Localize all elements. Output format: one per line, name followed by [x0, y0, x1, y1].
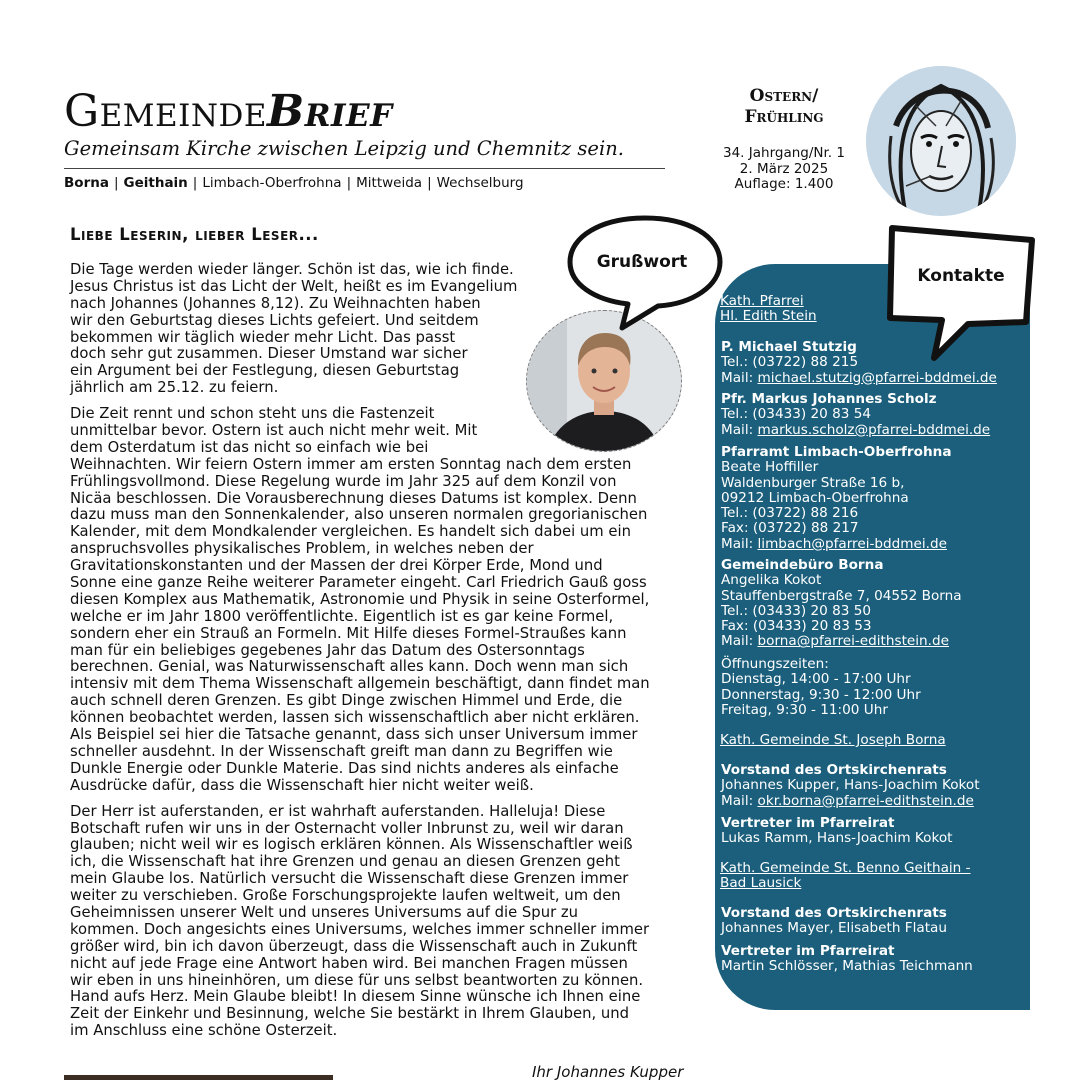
- contact-street: Waldenburger Straße 16 b,: [721, 474, 905, 491]
- contact-tel: Tel.: (03722) 88 216: [721, 505, 859, 522]
- article-line: Frühlingsvollmond. Diese Regelung wurde im Jahr 325 auf dem Konzil von: [70, 472, 617, 490]
- contact-tel: Tel.: (03433) 20 83 50: [721, 602, 872, 619]
- article-line: intensiv mit dem Thema Wissenschaft allgemein beschäftigt, dann findet man: [70, 675, 650, 693]
- contact-tel: Tel.: (03722) 88 215: [721, 354, 859, 371]
- parish-name: Limbach-Oberfrohna: [202, 175, 342, 191]
- article-line: Als Beispiel sei hier die Tatsache genannt, dass sich unser Universum immer: [70, 726, 638, 744]
- benno-link-line-1[interactable]: Kath. Gemeinde St. Benno Geithain -: [720, 860, 971, 876]
- contact-city: 09212 Limbach-Oberfrohna: [721, 489, 909, 506]
- parish-separator: |: [346, 175, 352, 191]
- parish-name: Mittweida: [356, 175, 423, 191]
- article-line: kommen. Doch angesichts eines Universums, welches immer schneller immer: [70, 920, 650, 938]
- article-line: auch schnell deren Grenzen. Es gibt Dinge zwischen Himmel und Erde, die: [70, 692, 623, 710]
- article-line: ich, die Wissenschaft hat ihre Grenzen und genau an diesen Grenzen geht: [70, 853, 620, 871]
- mail-label: Mail:: [721, 369, 758, 386]
- borna-council: [721, 816, 953, 847]
- contact-fax: Fax: (03722) 88 217: [721, 520, 859, 537]
- article-line: mein Glaube los. Natürlich versucht die Wissenschaft diese Grenzen immer: [70, 870, 629, 888]
- article-line: ein Argument bei der Festlegung, diesen Geburtstag: [70, 362, 460, 380]
- issue-season: [712, 86, 856, 128]
- article-line: dazu muss man den Sonnenkalender, also unseren normalen gregorianischen: [70, 506, 648, 524]
- article-line: nach Johannes (Johannes 8,12). Zu Weihnachten haben: [70, 294, 481, 312]
- mail-label: Mail:: [721, 421, 758, 438]
- article-line: anspruchsvolles physikalisches Problem, in welches neben der: [70, 540, 534, 558]
- article-line: Dunkle Energie oder Dunkle Materie. Das sind nichts anderes als einfache: [70, 759, 619, 777]
- joseph-link-text[interactable]: Kath. Gemeinde St. Joseph Borna: [720, 732, 946, 748]
- geithain-board: [721, 906, 947, 937]
- contact-name: P. Michael Stutzig: [721, 339, 857, 355]
- council-names: Lukas Ramm, Hans-Joachim Kokot: [721, 830, 953, 847]
- issue-volume: 34. Jahrgang/Nr. 1: [723, 145, 845, 161]
- article-line: bekommen wir täglich wieder mehr Licht. Das passt: [70, 328, 456, 346]
- article-line: unmittelbar bevor. Ostern ist auch nicht mehr weit. Mit: [70, 422, 478, 440]
- article-line: man für ein beliebiges gegebenes Jahr das Datum des Ostersonntags: [70, 641, 585, 659]
- article-line: sondern eher ein Strauß an Formeln. Mit Hilfe dieses Formel-Straußes kann: [70, 624, 627, 642]
- parish-name: Geithain: [123, 175, 188, 191]
- hours-friday: Freitag, 9:30 - 11:00 Uhr: [721, 701, 888, 718]
- board-names: Johannes Kupper, Hans-Joachim Kokot: [721, 777, 980, 794]
- pfarrei-link[interactable]: [720, 294, 880, 325]
- contact-name: Pfarramt Limbach-Oberfrohna: [721, 444, 952, 460]
- joseph-link[interactable]: [720, 733, 1018, 748]
- issue-meta: [712, 146, 856, 193]
- article-line: doch sehr gut zusammen. Dieser Umstand war sicher: [70, 345, 468, 363]
- article-line: nicht auf jede Frage eine Antwort haben wird. Bei manchen Fragen müssen: [70, 954, 628, 972]
- article-line: können beobachtet werden, lassen sich wissenschaftlich aber nicht erklären.: [70, 709, 640, 727]
- title-part-brief: Brief: [267, 86, 393, 137]
- article-line: glauben; nicht weil wir es logisch erklären können. Als Wissenschaftler weiß: [70, 836, 633, 854]
- parish-list: [64, 175, 524, 191]
- article-line: im Anschluss eine schöne Osterzeit.: [70, 1022, 338, 1040]
- newsletter-title: [64, 86, 393, 138]
- council-title: Vertreter im Pfarreirat: [721, 815, 895, 831]
- article-line: Die Tage werden wieder länger. Schön ist das, wie ich finde.: [70, 261, 514, 278]
- article-line: Jesus Christus ist das Licht der Welt, heißt es im Evangelium: [70, 277, 518, 295]
- article-line: Weihnachten. Wir feiern Ostern immer am ersten Sonntag nach dem ersten: [70, 455, 632, 473]
- contact-borna-office: [721, 558, 962, 650]
- mail-link[interactable]: limbach@pfarrei-bddmei.de: [757, 535, 947, 552]
- hours-label: Öffnungszeiten:: [721, 656, 829, 672]
- article-line: berechnen. Genial, was Naturwissenschaft alles kann. Doch wenn man sich: [70, 658, 629, 676]
- article-line: jährlich am 25.12. zu feiern.: [70, 379, 279, 397]
- article-line: Der Herr ist auferstanden, er ist wahrhaft auferstanden. Halleluja! Diese: [70, 802, 606, 820]
- newsletter-subtitle: Gemeinsam Kirche zwischen Leipzig und Chemnitz sein.: [64, 137, 624, 160]
- bottom-photo-edge: [64, 1075, 333, 1080]
- borna-board: [721, 763, 980, 809]
- issue-circulation: Auflage: 1.400: [734, 176, 834, 192]
- article-line: Zeit der Einkehr und Besinnung, welche Sie bestärkt in Ihrem Glauben, und: [70, 1005, 630, 1023]
- parish-separator: |: [192, 175, 198, 191]
- contact-address: Stauffenbergstraße 7, 04552 Borna: [721, 587, 962, 604]
- contact-stutzig: [721, 340, 997, 386]
- article-line: Die Zeit rennt und schon steht uns die Fastenzeit: [70, 405, 435, 423]
- article-line: Botschaft rufen wir uns in der Osternacht voller Inbrunst zu, weil wir daran: [70, 819, 624, 837]
- article-line: wir den Geburtstag dieses Lichts gefeiert. Und seitdem: [70, 311, 479, 329]
- signature: Ihr Johannes Kupper: [532, 1063, 684, 1081]
- article-line: diesen Komplex aus Mathematik, Astronomie und Physik in seine Osterformel,: [70, 590, 650, 608]
- contact-fax: Fax: (03433) 20 83 53: [721, 618, 872, 635]
- mail-link[interactable]: borna@pfarrei-edithstein.de: [757, 633, 949, 650]
- sketch-portrait-image: [866, 66, 1016, 216]
- council-title: Vertreter im Pfarreirat: [721, 943, 895, 959]
- article-line: Gravitationskonstanten und der Massen der drei Körper Erde, Mond und: [70, 557, 603, 575]
- mail-link[interactable]: okr.borna@pfarrei-edithstein.de: [757, 792, 974, 809]
- article-line: Nicäa beschlossen. Die Vorausberechnung dieses Datums ist komplex. Denn: [70, 489, 637, 507]
- pfarrei-link-line-1[interactable]: Kath. Pfarrei: [720, 293, 804, 309]
- contact-limbach: [721, 445, 952, 552]
- contact-tel: Tel.: (03433) 20 83 54: [721, 406, 872, 423]
- benno-link[interactable]: [720, 861, 1018, 892]
- article-line: wir eben in uns hineinhören, um diese für uns selbst beantworten zu können.: [70, 971, 644, 989]
- season-line-1: Ostern/: [749, 86, 819, 106]
- kontakte-label: Kontakte: [917, 266, 1005, 286]
- council-names: Martin Schlösser, Mathias Teichmann: [721, 958, 973, 975]
- mail-label: Mail:: [721, 633, 758, 650]
- contact-name: Gemeindebüro Borna: [721, 557, 884, 573]
- pfarrei-link-line-2[interactable]: Hl. Edith Stein: [720, 308, 817, 325]
- grusswort-label: Grußwort: [596, 252, 688, 272]
- contact-name: Pfr. Markus Johannes Scholz: [721, 391, 937, 407]
- benno-link-line-2[interactable]: Bad Lausick: [720, 875, 802, 892]
- article-paragraph: [70, 406, 710, 794]
- geithain-council: [721, 944, 973, 975]
- article-line: größer wird, bin ich davon überzeugt, dass die Wissenschaft auch in Zukunft: [70, 937, 638, 955]
- parish-separator: |: [427, 175, 432, 191]
- board-names: Johannes Mayer, Elisabeth Flatau: [721, 920, 947, 937]
- season-line-2: Frühling: [744, 107, 824, 127]
- article-line: welche er im Jahr 1800 veröffentlichte. Eigentlich ist es gar keine Formel,: [70, 607, 614, 625]
- hours-tuesday: Dienstag, 14:00 - 17:00 Uhr: [721, 671, 911, 688]
- mail-link[interactable]: michael.stutzig@pfarrei-bddmei.de: [757, 369, 997, 386]
- contact-person: Beate Hoffiller: [721, 459, 819, 476]
- article-line: Geheimnissen unserer Welt und unseres Universums auf die Spur zu: [70, 903, 579, 921]
- article-line: schneller ausdehnt. In der Wissenschaft greift man dann zu Begriffen wie: [70, 742, 613, 760]
- mail-link[interactable]: markus.scholz@pfarrei-bddmei.de: [757, 421, 991, 438]
- parish-name: Wechselburg: [436, 175, 524, 191]
- contact-person: Angelika Kokot: [721, 572, 822, 589]
- mail-label: Mail:: [721, 535, 758, 552]
- article-line: weiter zu verschieben. Große Forschungsprojekte laufen weltweit, um den: [70, 887, 621, 905]
- parish-name: Borna: [64, 175, 109, 191]
- article-line: dem Osterdatum ist das nicht so einfach wie bei: [70, 438, 429, 456]
- article-paragraph: [70, 804, 710, 1040]
- article-line: Ausdrücke dafür, dass die Wissenschaft hier nicht weiter weiß.: [70, 776, 534, 794]
- title-part-gemeinde: Gemeinde: [64, 86, 268, 137]
- article-line: Hand aufs Herz. Mein Glaube bleibt! In diesem Sinne wünsche ich Ihnen eine: [70, 988, 641, 1006]
- article-heading: Liebe Leserin, lieber Leser...: [70, 225, 319, 244]
- board-title: Vorstand des Ortskirchenrats: [721, 905, 947, 921]
- opening-hours: [721, 657, 921, 718]
- masthead-divider: [64, 168, 665, 169]
- article-line: Sonne eine ganze Reihe weiterer Parameter eingeht. Carl Friedrich Gauß goss: [70, 574, 647, 592]
- board-title: Vorstand des Ortskirchenrats: [721, 762, 947, 778]
- mail-label: Mail:: [721, 792, 758, 809]
- parish-separator: |: [113, 175, 119, 191]
- hours-thursday: Donnerstag, 9:30 - 12:00 Uhr: [721, 686, 921, 703]
- grusswort-speech-bubble: [560, 212, 730, 332]
- contact-scholz: [721, 392, 990, 438]
- article-line: Kalender, mit dem Mondkalender vergleichen. Es handelt sich dabei um ein: [70, 523, 631, 541]
- issue-date: 2. März 2025: [739, 160, 829, 177]
